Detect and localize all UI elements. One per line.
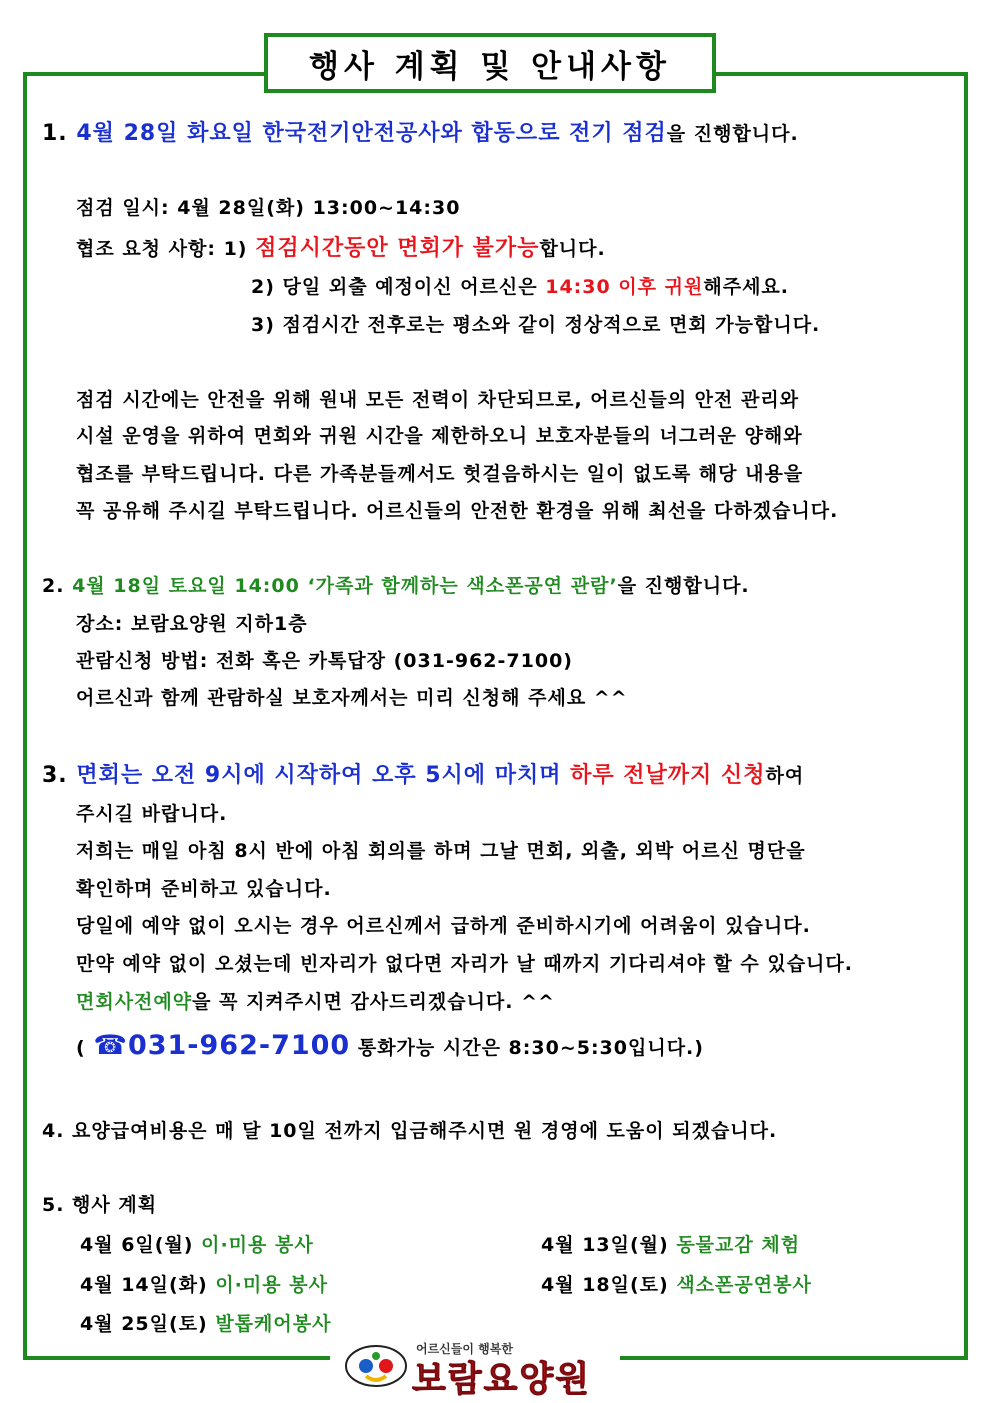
logo-tagline: 어르신들이 행복한 [416, 1342, 513, 1356]
page-frame [23, 72, 968, 1360]
reservation-tail: 을 꼭 지켜주시면 감사드리겠습니다. ^^ [192, 991, 555, 1013]
event-name: 발톱케어봉사 [215, 1313, 332, 1335]
phone-number: ☎031-962-7100 [93, 1030, 351, 1061]
brand-logo [344, 1342, 608, 1400]
logo-name: 보람요양원 [412, 1360, 592, 1400]
phone-hours: 통화가능 시간은 8:30~5:30입니다.) [350, 1037, 704, 1059]
request-1-highlight: 점검시간동안 면회가 불가능 [255, 236, 540, 261]
logo-emblem-icon [344, 1344, 408, 1388]
event-name: 색소폰공연봉사 [676, 1274, 812, 1296]
title-box [264, 33, 716, 93]
event-date: 4월 25일(토) [80, 1313, 216, 1335]
request-label: 협조 요청 사항: 1) [76, 238, 256, 260]
section-2-heading-highlight: 4월 18일 토요일 14:00 ‘가족과 함께하는 색소폰공연 관람’ [72, 575, 618, 597]
event-date: 4월 18일(토) [541, 1274, 677, 1296]
event-name: 이·미용 봉사 [201, 1234, 314, 1256]
request-item-1 [76, 231, 606, 262]
section-3-number: 3. [42, 763, 68, 788]
section-3-reservation-line [76, 987, 555, 1014]
event-date: 4월 6일(월) [80, 1234, 202, 1256]
apply-method: 관람신청 방법: 전화 혹은 카톡답장 (031-962-7100) [76, 650, 573, 672]
section-2-heading [42, 571, 750, 598]
request-2-highlight: 14:30 이후 귀원 [545, 276, 704, 298]
request-2-pre: 2) 당일 외출 예정이신 어르신은 [251, 276, 546, 298]
event-place: 장소: 보람요양원 지하1층 [76, 613, 308, 635]
event-item [80, 1270, 328, 1297]
section-1-paragraph-line: 협조를 부탁드립니다. 다른 가족분들께서도 헛걸음하시는 일이 없도록 해당 내용을 [76, 463, 804, 485]
guardian-note: 어르신과 함께 관람하실 보호자께서는 미리 신청해 주세요 ^^ [76, 687, 628, 709]
event-date: 4월 13일(월) [541, 1234, 677, 1256]
event-item [80, 1309, 331, 1336]
phone-line [76, 1030, 704, 1061]
event-item [80, 1230, 314, 1257]
event-name: 동물교감 체험 [676, 1234, 801, 1256]
event-item [541, 1230, 800, 1257]
section-3-line: 저희는 매일 아침 8시 반에 아침 회의를 하며 그날 면회, 외출, 외박 어르신 명단을 [76, 840, 806, 862]
section-3-heading-red: 하루 전날까지 신청 [570, 763, 766, 788]
section-1-number: 1. [42, 121, 68, 146]
section-1-paragraph-line: 시설 운영을 위하여 면회와 귀원 시간을 제한하오니 보호자분들의 너그러운 양해와 [76, 425, 803, 447]
section-1-paragraph-line: 꼭 공유해 주시길 부탁드립니다. 어르신들의 안전한 환경을 위해 최선을 다하겠습니다. [76, 500, 839, 522]
request-2-tail: 해주세요. [703, 276, 789, 298]
section-3-line: 만약 예약 없이 오셨는데 빈자리가 없다면 자리가 날 때까지 기다리셔야 할 수 있습니다. [76, 953, 853, 975]
section-3-heading-tail: 하여 [765, 765, 805, 787]
section-3-line: 주시길 바랍니다. [76, 803, 228, 825]
request-item-2 [251, 272, 789, 299]
section-2-number: 2. [42, 575, 65, 597]
request-item-3: 3) 점검시간 전후로는 평소와 같이 정상적으로 면회 가능합니다. [251, 314, 821, 336]
event-date: 4월 14일(화) [80, 1274, 216, 1296]
inspection-date: 점검 일시: 4월 28일(화) 13:00~14:30 [76, 197, 461, 219]
section-3-line: 당일에 예약 없이 오시는 경우 어르신께서 급하게 준비하시기에 어려움이 있습니다. [76, 915, 811, 937]
request-1-tail: 합니다. [539, 238, 606, 260]
section-1-paragraph-line: 점검 시간에는 안전을 위해 원내 모든 전력이 차단되므로, 어르신들의 안전 관리와 [76, 389, 800, 411]
event-name: 이·미용 봉사 [215, 1274, 328, 1296]
section-3-line: 확인하며 준비하고 있습니다. [76, 878, 332, 900]
section-3-heading [42, 758, 804, 789]
section-3-heading-highlight: 면회는 오전 9시에 시작하여 오후 5시에 마치며 [76, 763, 571, 788]
section-4-text: 4. 요양급여비용은 매 달 10일 전까지 입금해주시면 원 경영에 도움이 되겠습니다. [42, 1120, 778, 1142]
section-1-heading-tail: 을 진행합니다. [666, 123, 799, 145]
phone-open: ( [76, 1037, 94, 1059]
section-5-title: 5. 행사 계획 [42, 1194, 158, 1216]
page-title: 행사 계획 및 안내사항 [309, 48, 671, 85]
section-2-heading-tail: 을 진행합니다. [617, 575, 750, 597]
section-1-heading-highlight: 4월 28일 화요일 한국전기안전공사와 합동으로 전기 점검 [76, 121, 667, 146]
reservation-highlight: 면회사전예약 [76, 991, 193, 1013]
event-item [541, 1270, 812, 1297]
section-1-heading [42, 116, 799, 147]
